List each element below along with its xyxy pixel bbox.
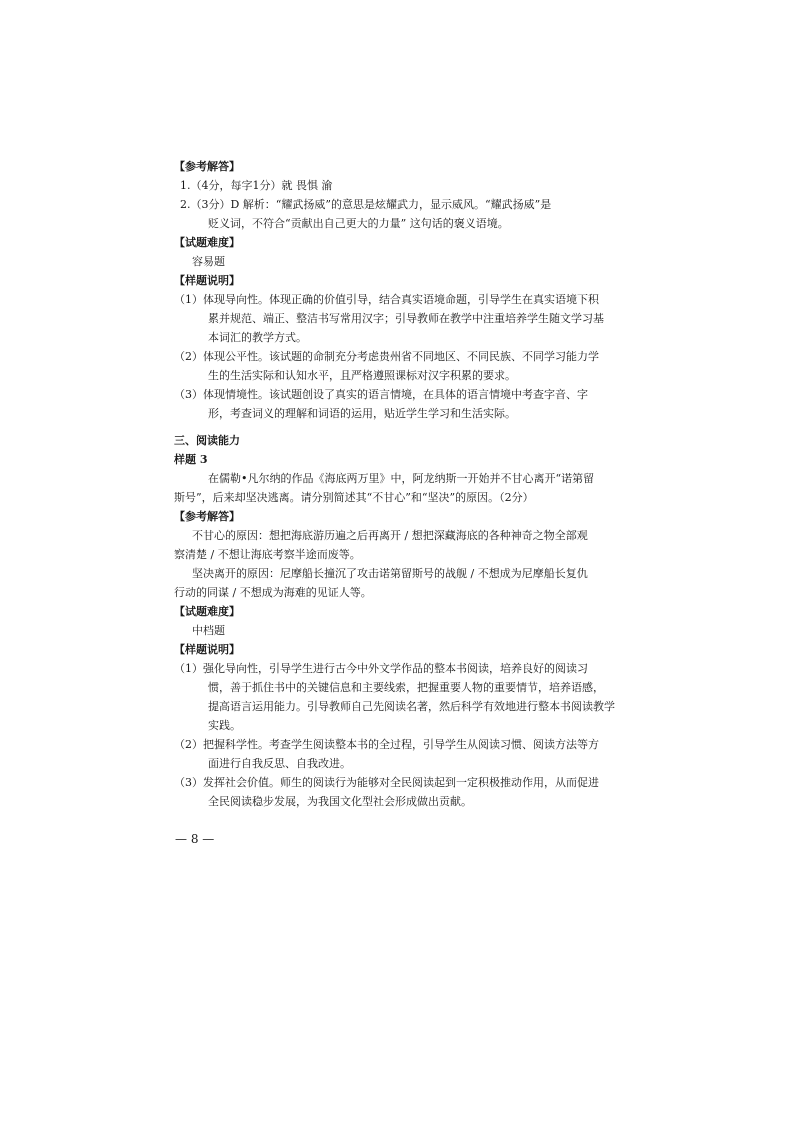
explanation2-3-line-2: 全民阅读稳步发展，为我国文化型社会形成做出贡献。 <box>208 795 472 808</box>
explanation-2-line-1: （2）体现公平性。该试题的命制充分考虑贵州省不同地区、不同民族、不同学习能力学 <box>174 350 599 363</box>
explanation2-2-line-1: （2）把握科学性。考查学生阅读整本书的全过程，引导学生从阅读习惯、阅读方法等方 <box>174 738 599 751</box>
explanation2-1-line-1: （1）强化导向性，引导学生进行古今中外文学作品的整本书阅读，培养良好的阅读习 <box>174 662 588 675</box>
explanation-1-line-1: （1）体现导向性。体现正确的价值引导，结合真实语境命题，引导学生在真实语境下积 <box>174 293 599 306</box>
explanation-1-line-2: 累并规范、端正、整洁书写常用汉字；引导教师在教学中注重培养学生随文学习基 <box>208 312 604 325</box>
explanation2-1-line-2: 惯，善于抓住书中的关键信息和主要线索，把握重要人物的重要情节，培养语感， <box>208 681 604 694</box>
explanation2-1-line-3: 提高语言运用能力。引导教师自己先阅读名著，然后科学有效地进行整本书阅读教学 <box>208 700 615 713</box>
document-body <box>174 157 620 811</box>
explanation2-2-line-2: 面进行自我反思、自我改进。 <box>208 757 351 770</box>
explanation-heading-2: 【样题说明】 <box>174 643 240 656</box>
answer-reason-2-line-1: 坚决离开的原因：尼摩船长撞沉了攻击诺第留斯号的战舰 / 不想成为尼摩船长复仇 <box>192 567 588 580</box>
difficulty-heading-2: 【试题难度】 <box>174 605 240 618</box>
answer-2-line-2: 贬义词，不符合“贡献出自己更大的力量” 这句话的褒义语境。 <box>208 217 509 230</box>
explanation-1-line-3: 本词汇的教学方式。 <box>208 331 307 344</box>
answer-reason-1-line-2: 察清楚 / 不想让海底考察半途而废等。 <box>174 548 361 561</box>
answer-reason-1-line-1: 不甘心的原因：想把海底游历遍之后再离开 / 想把深藏海底的各种神奇之物全部观 <box>192 529 588 542</box>
sample-label: 样题 3 <box>174 453 208 466</box>
explanation-3-line-1: （3）体现情境性。该试题创设了真实的语言情境，在具体的语言情境中考查字音、字 <box>174 388 588 401</box>
question-line-2: 斯号”，后来却坚决逃离。请分别简述其“不甘心”和“坚决”的原因。（2分） <box>174 491 534 504</box>
explanation-heading: 【样题说明】 <box>174 274 240 287</box>
reference-answer-heading: 【参考解答】 <box>174 160 240 173</box>
answer-1: 1.（4分，每字1分）就 畏惧 渝 <box>180 179 333 192</box>
difficulty-value: 容易题 <box>192 255 225 268</box>
section-title: 三、阅读能力 <box>174 434 240 447</box>
question-line-1: 在儒勒•凡尔纳的作品《海底两万里》中，阿龙纳斯一开始并不甘心离开“诺第留 <box>208 472 595 485</box>
reference-answer-heading-2: 【参考解答】 <box>174 510 240 523</box>
difficulty-heading: 【试题难度】 <box>174 236 240 249</box>
explanation2-3-line-1: （3）发挥社会价值。师生的阅读行为能够对全民阅读起到一定积极推动作用，从而促进 <box>174 776 599 789</box>
difficulty-value-2: 中档题 <box>192 624 225 637</box>
page-number: — 8 — <box>175 832 215 846</box>
explanation-3-line-2: 形，考查词义的理解和词语的运用，贴近学生学习和生活实际。 <box>208 407 516 420</box>
answer-reason-2-line-2: 行动的同谋 / 不想成为海难的见证人等。 <box>174 586 372 599</box>
explanation2-1-line-4: 实践。 <box>208 719 241 732</box>
explanation-2-line-2: 生的生活实际和认知水平，且严格遵照课标对汉字积累的要求。 <box>208 369 516 382</box>
answer-2-line-1: 2.（3分）D 解析：“耀武扬威”的意思是炫耀武力，显示威风。“耀武扬威”是 <box>180 198 552 211</box>
